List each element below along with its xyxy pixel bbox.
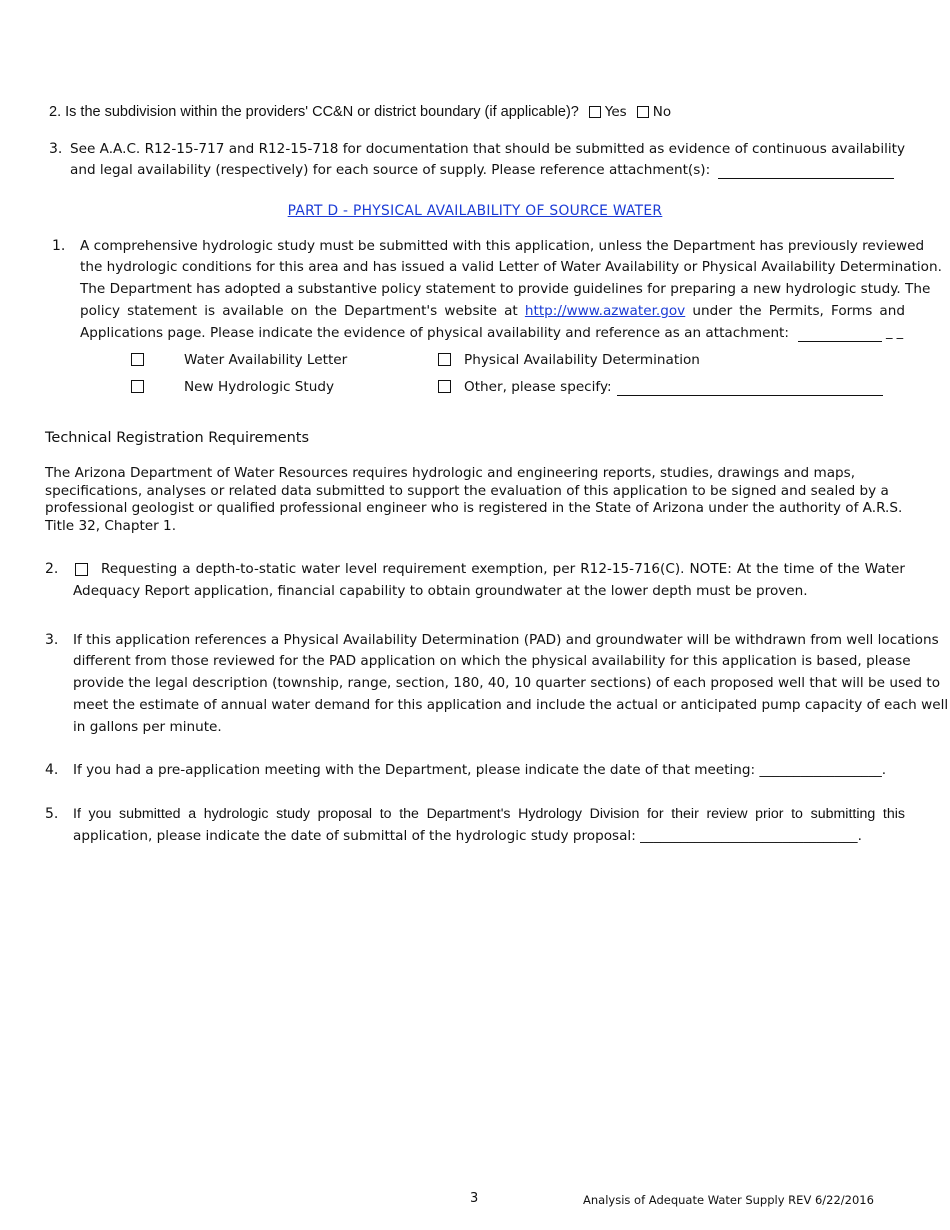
partd-item1-line1: A comprehensive hydrologic study must be submitted with this application, unless the Department has previously reviewed: [80, 238, 925, 254]
t5-line1: If you submitted a hydrologic study proposal to the Department's Hydrology Division for their review prior to submitting this: [73, 806, 905, 822]
physical-availability-determination-label: Physical Availability Determination: [464, 352, 700, 368]
technical-heading: Technical Registration Requirements: [45, 430, 310, 446]
azwater-link[interactable]: http://www.azwater.gov: [524, 303, 686, 319]
technical-para-line2: specifications, analyses or related data submitted to support the evaluation of this application to be signed and sealed by a: [45, 482, 889, 499]
technical-para-line4: Title 32, Chapter 1.: [45, 517, 177, 534]
partd-item1-line3: The Department has adopted a substantive policy statement to provide guidelines for preparing a new hydrologic study. The: [80, 281, 931, 297]
q3-number: 3.: [49, 141, 63, 157]
other-label: Other, please specify:: [464, 379, 612, 395]
q2-no-checkbox[interactable]: [637, 106, 649, 118]
t4-number: 4.: [45, 762, 59, 778]
partd-item1-line4: [80, 301, 905, 321]
partd-heading[interactable]: PART D - PHYSICAL AVAILABILITY OF SOURCE WATER: [287, 203, 663, 219]
q2-no-label: No: [652, 104, 672, 120]
water-availability-letter-label: Water Availability Letter: [184, 352, 348, 368]
technical-para-line3: professional geologist or qualified professional engineer who is registered in the State of Arizona under the authority of A.R.S.: [45, 500, 903, 516]
q3-line2-row: [70, 160, 710, 180]
t3-line4: meet the estimate of annual water demand for this application and include the actual or anticipated pump capacity of each well: [73, 697, 949, 713]
partd-item1-tail: _ _: [886, 325, 904, 340]
partd-item1-line2: the hydrologic conditions for this area and has issued a valid Letter of Water Availability or Physical Availability Determination.: [80, 259, 942, 275]
partd-item1-line4-post: under the Permits, Forms and: [692, 303, 906, 319]
t5-line2: application, please indicate the date of submittal of the hydrologic study proposal: ________________________________.: [73, 828, 862, 844]
partd-item1-line5-text: Applications page. Please indicate the evidence of physical availability and reference as an attachment:: [80, 325, 789, 341]
q3-line1: See A.A.C. R12-15-717 and R12-15-718 for documentation that should be submitted as evidence of continuous availability: [70, 141, 906, 157]
partd-heading-wrap: [0, 201, 950, 221]
t3-line1: If this application references a Physical Availability Determination (PAD) and groundwater will be withdrawn from well locations: [73, 632, 939, 648]
new-hydrologic-study-label: New Hydrologic Study: [184, 379, 335, 395]
water-availability-letter-checkbox[interactable]: [131, 353, 144, 366]
footer-page-number: 3: [470, 1191, 479, 1206]
t2-number: 2.: [45, 561, 59, 577]
footer-doc-title: Analysis of Adequate Water Supply REV 6/22/2016: [583, 1193, 874, 1207]
depth-exemption-checkbox[interactable]: [75, 563, 88, 576]
t3-line3: provide the legal description (township, range, section, 180, 40, 10 quarter sections) of each proposed well that will be used to: [73, 675, 941, 691]
t2-line1: Requesting a depth-to-static water level requirement exemption, per R12-15-716(C). NOTE: At the time of the Water: [101, 561, 905, 577]
t2-line2: Adequacy Report application, financial capability to obtain groundwater at the lower depth must be proven.: [73, 583, 808, 599]
physical-availability-determination-checkbox[interactable]: [438, 353, 451, 366]
new-hydrologic-study-checkbox[interactable]: [131, 380, 144, 393]
q2-yes-checkbox[interactable]: [589, 106, 601, 118]
t3-number: 3.: [45, 632, 59, 648]
technical-paragraph: [45, 465, 915, 535]
t3-line5: in gallons per minute.: [73, 719, 222, 735]
q2-row: [49, 102, 671, 122]
partd-attachment-field[interactable]: [798, 329, 882, 342]
t4-line1: If you had a pre-application meeting with the Department, please indicate the date of that meeting: __________________.: [73, 762, 887, 778]
t5-number: 5.: [45, 806, 59, 822]
q3-line2: and legal availability (respectively) for each source of supply. Please reference attachment(s):: [70, 162, 711, 178]
other-specify-field[interactable]: [617, 383, 883, 396]
q2-number: 2.: [49, 104, 62, 120]
t3-line2: different from those reviewed for the PAD application on which the physical availability for this application is based, please: [73, 653, 911, 669]
q2-text: Is the subdivision within the providers' CC&N or district boundary (if applicable)?: [65, 104, 579, 120]
partd-item1-line4-pre: policy statement is available on the Department's website at: [80, 303, 518, 319]
q2-yes-label: Yes: [604, 104, 627, 120]
partd-item1-line5: [80, 323, 789, 343]
q3-attachment-field[interactable]: [718, 166, 894, 179]
other-checkbox[interactable]: [438, 380, 451, 393]
partd-item1-number: 1.: [52, 238, 66, 254]
technical-para-line1: The Arizona Department of Water Resources requires hydrologic and engineering reports, studies, drawings and maps,: [45, 465, 856, 481]
